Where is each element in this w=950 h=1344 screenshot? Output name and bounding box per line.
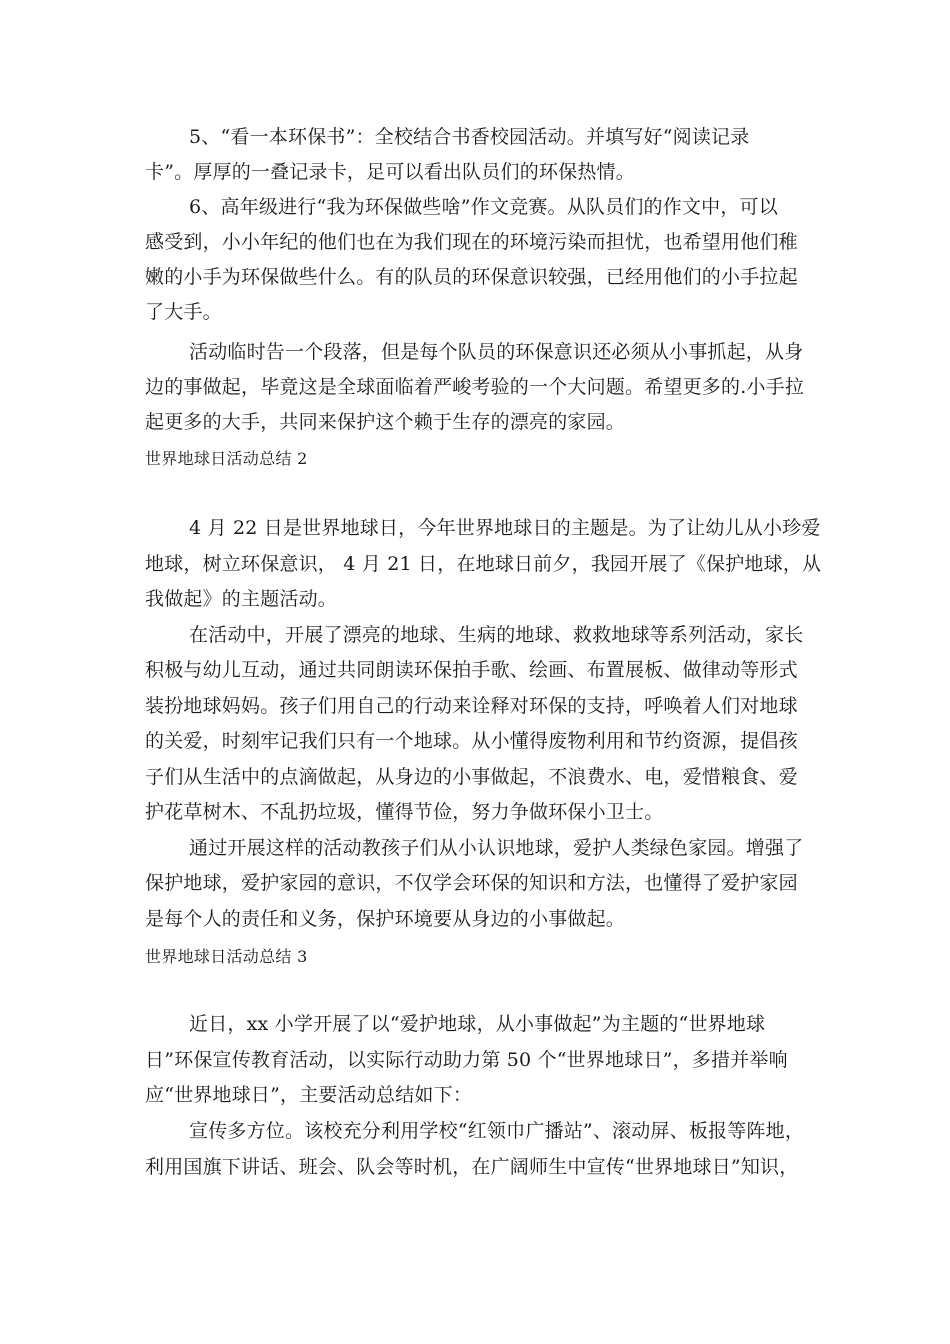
paragraph-line: 4 月 22 日是世界地球日，今年世界地球日的主题是。为了让幼儿从小珍爱 [189, 517, 821, 539]
paragraph-line: 装扮地球妈妈。孩子们用自己的行动来诠释对环保的支持，呼唤着人们对地球 [145, 695, 798, 717]
paragraph-line: 我做起》的主题活动。 [145, 588, 338, 610]
paragraph-line: 边的事做起，毕竟这是全球面临着严峻考验的一个大问题。希望更多的.小手拉 [145, 376, 805, 398]
paragraph-line: 积极与幼儿互动，通过共同朗读环保拍手歌、绘画、布置展板、做律动等形式 [145, 659, 798, 681]
paragraph-line: 在活动中，开展了漂亮的地球、生病的地球、救救地球等系列活动，家长 [189, 624, 804, 646]
section-heading: 世界地球日活动总结 3 [145, 947, 308, 966]
section-heading: 世界地球日活动总结 2 [145, 449, 308, 468]
paragraph-line: 护花草树木、不乱扔垃圾，懂得节俭，努力争做环保小卫士。 [145, 801, 664, 823]
paragraph-line: 宣传多方位。该校充分利用学校“红领巾广播站”、滚动屏、板报等阵地， [189, 1120, 805, 1142]
paragraph-line: 起更多的大手，共同来保护这个赖于生存的漂亮的家园。 [145, 411, 626, 433]
paragraph-line: 利用国旗下讲话、班会、队会等时机，在广阔师生中宣传“世界地球日”知识， [145, 1156, 799, 1178]
paragraph-line: 保护地球，爱护家园的意识，不仅学会环保的知识和方法，也懂得了爱护家园 [145, 872, 798, 894]
paragraph-line: 近日，xx 小学开展了以“爱护地球，从小事做起”为主题的“世界地球 [189, 1013, 766, 1035]
paragraph-line: 嫩的小手为环保做些什么。有的队员的环保意识较强，已经用他们的小手拉起 [145, 266, 798, 288]
paragraph-line: 卡”。厚厚的一叠记录卡，足可以看出队员们的环保热情。 [145, 161, 635, 183]
paragraph-line: 的关爱，时刻牢记我们只有一个地球。从小懂得废物利用和节约资源，提倡孩 [145, 730, 798, 752]
paragraph-line: 地球，树立环保意识， 4 月 21 日，在地球日前夕，我园开展了《保护地球，从 [145, 553, 822, 575]
paragraph-line: 是每个人的责任和义务，保护环境要从身边的小事做起。 [145, 908, 626, 930]
paragraph-line: 通过开展这样的活动教孩子们从小认识地球，爱护人类绿色家园。增强了 [189, 837, 804, 859]
paragraph-line: 活动临时告一个段落，但是每个队员的环保意识还必须从小事抓起，从身 [189, 341, 804, 363]
paragraph-line: 6、高年级进行“我为环保做些啥”作文竞赛。从队员们的作文中，可以 [189, 196, 778, 218]
paragraph-line: 日”环保宣传教育活动，以实际行动助力第 50 个“世界地球日”，多措并举响 [145, 1049, 788, 1071]
paragraph-line: 5、“看一本环保书”：全校结合书香校园活动。并填写好“阅读记录 [189, 126, 750, 148]
paragraph-line: 感受到，小小年纪的他们也在为我们现在的环境污染而担忧，也希望用他们稚 [145, 231, 798, 253]
paragraph-line: 子们从生活中的点滴做起，从身边的小事做起，不浪费水、电，爱惜粮食、爱 [145, 766, 798, 788]
paragraph-line: 了大手。 [145, 301, 222, 323]
paragraph-line: 应“世界地球日”，主要活动总结如下： [145, 1084, 473, 1106]
